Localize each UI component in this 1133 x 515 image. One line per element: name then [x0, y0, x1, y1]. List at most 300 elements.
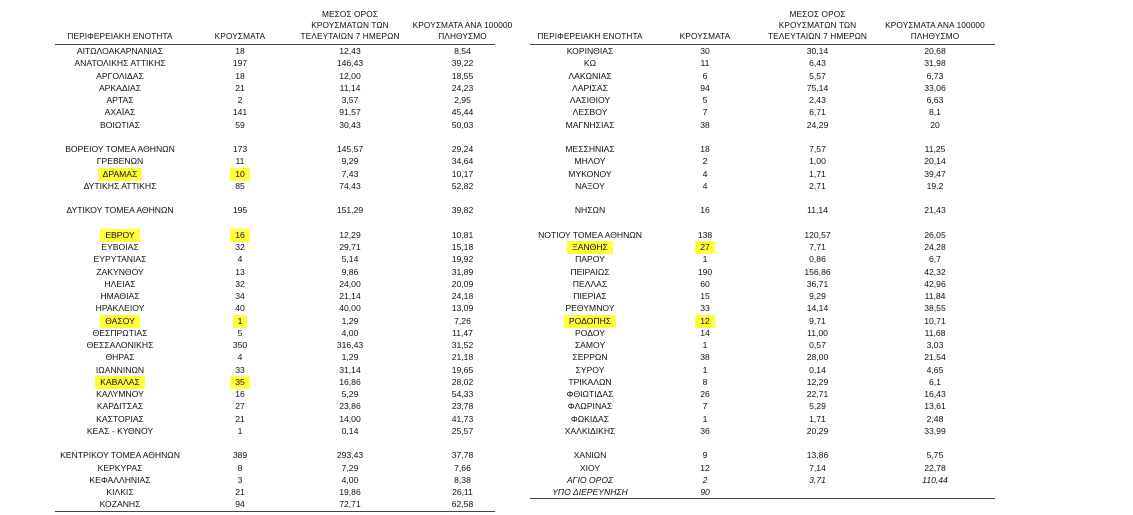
- table-row: [55, 70, 495, 82]
- table-header: [55, 0, 513, 45]
- cell-cases: 190: [697, 266, 713, 277]
- cell-avg: 4,00: [341, 474, 359, 485]
- cell-per100k: 38,55: [924, 303, 946, 314]
- table-row: [530, 290, 995, 302]
- cell-region: ΑΓΙΟ ΟΡΟΣ: [566, 474, 614, 485]
- table-row: [55, 82, 495, 94]
- cell-cases: 4: [702, 180, 708, 191]
- cell-avg: 9,29: [341, 156, 359, 167]
- table-row: [55, 425, 495, 437]
- cell-region: ΙΩΑΝΝΙΝΩΝ: [95, 364, 145, 375]
- header-per100k-line1: ΚΡΟΥΣΜΑΤΑ ΑΝΑ 100000: [412, 20, 513, 30]
- table-row: [530, 45, 995, 57]
- cell-per100k: 13,09: [451, 303, 474, 314]
- table-row: [55, 302, 495, 314]
- cell-per100k: 8,54: [454, 46, 471, 56]
- cell-per100k: 21,18: [451, 352, 474, 363]
- table-row: [55, 180, 495, 192]
- cell-avg: 16,86: [339, 376, 361, 387]
- highlighted-cases: 16: [230, 229, 250, 242]
- cell-avg: 30,43: [339, 119, 361, 130]
- highlighted-cases: 27: [695, 241, 715, 254]
- cell-avg: 1,71: [809, 413, 826, 424]
- cell-cases: 138: [697, 229, 713, 240]
- cell-avg: 5,57: [809, 70, 826, 81]
- cell-cases: 195: [232, 205, 248, 216]
- table-row: [530, 94, 995, 106]
- cell-region: ΗΡΑΚΛΕΙΟΥ: [95, 303, 145, 314]
- cell-region: ΛΑΚΩΝΙΑΣ: [568, 70, 612, 81]
- cell-cases: 60: [700, 278, 710, 289]
- cell-cases: 32: [235, 242, 245, 252]
- cell-region: ΑΡΤΑΣ: [106, 95, 134, 105]
- cell-avg: 6,71: [809, 107, 826, 118]
- cell-region: [55, 315, 185, 327]
- cell-avg: 12,29: [339, 229, 361, 240]
- table-row: [55, 351, 495, 363]
- cell-cases: 14: [700, 327, 710, 338]
- cell-region: ΛΑΣΙΘΙΟΥ: [569, 95, 611, 105]
- highlighted-region: ΞΑΝΘΗΣ: [567, 241, 613, 254]
- cell-avg: 24,00: [339, 278, 361, 289]
- cell-per100k: 21,54: [924, 352, 946, 363]
- cell-region: ΚΑΡΔΙΤΣΑΣ: [96, 401, 144, 412]
- cell-per100k: 39,82: [451, 205, 474, 216]
- cell-region: ΚΙΛΚΙΣ: [106, 487, 134, 497]
- header-avg: [290, 9, 410, 42]
- cell-avg: 9,71: [809, 315, 826, 326]
- cell-per100k: 34,64: [451, 156, 474, 167]
- table-row: [55, 155, 495, 167]
- cell-avg: 316,43: [336, 340, 364, 350]
- table-row: [530, 486, 995, 498]
- cell-cases: 16: [235, 389, 245, 399]
- cell-per100k: 31,89: [451, 266, 474, 277]
- header-avg-line1: ΜΕΣΟΣ ΟΡΟΣ: [789, 9, 846, 19]
- table-header: [530, 0, 995, 45]
- cell-region: ΦΛΩΡΙΝΑΣ: [567, 401, 613, 412]
- cell-cases: 1: [702, 413, 708, 424]
- cell-region: ΜΗΛΟΥ: [574, 156, 606, 167]
- cell-avg: 12,43: [339, 46, 361, 56]
- cell-cases: 32: [235, 278, 245, 289]
- cell-per100k: 21,43: [924, 205, 946, 216]
- cell-per100k: 11,84: [924, 291, 946, 301]
- cell-cases: 13: [235, 266, 245, 277]
- table-row: [530, 266, 995, 278]
- table-row: [55, 45, 495, 57]
- table-row: [530, 180, 995, 192]
- cell-region: ΧΑΝΙΩΝ: [573, 450, 607, 461]
- cell-region: ΠΑΡΟΥ: [575, 254, 605, 265]
- cell-per100k: 3,03: [926, 340, 944, 350]
- cell-cases: 94: [235, 499, 245, 510]
- cell-cases: [195, 168, 285, 180]
- cell-avg: 0,14: [809, 364, 826, 375]
- table-row: [55, 376, 495, 388]
- cell-region: ΚΩ: [583, 58, 597, 69]
- cell-cases: 4: [702, 168, 708, 179]
- cell-cases: 6: [702, 70, 708, 81]
- cell-cases: 8: [237, 462, 243, 473]
- cell-cases: 33: [235, 364, 245, 375]
- cell-avg: 0,14: [341, 425, 359, 436]
- header-avg-line2: ΚΡΟΥΣΜΑΤΩΝ ΤΩΝ: [311, 20, 389, 30]
- cell-cases: 8: [702, 376, 708, 387]
- cell-avg: 7,57: [809, 144, 826, 154]
- highlighted-region: ΕΒΡΟΥ: [100, 229, 139, 242]
- cell-cases: 27: [235, 401, 245, 412]
- cell-avg: 2,71: [809, 180, 826, 191]
- cell-cases: 12: [700, 462, 710, 473]
- cell-per100k: 15,18: [451, 242, 474, 252]
- cell-region: ΚΕΡΚΥΡΑΣ: [97, 462, 143, 473]
- cell-cases: 1: [702, 364, 708, 375]
- table-row: [530, 462, 995, 474]
- cell-cases: [195, 376, 285, 388]
- cell-avg: 9,29: [809, 291, 826, 301]
- table-row: [530, 339, 995, 351]
- cell-cases: 36: [700, 425, 710, 436]
- cell-region: ΤΡΙΚΑΛΩΝ: [568, 376, 612, 387]
- cell-avg: 30,14: [806, 46, 829, 56]
- cell-cases: [195, 315, 285, 327]
- table-row: [530, 143, 995, 155]
- table-row: [530, 70, 995, 82]
- cell-cases: 5: [237, 327, 243, 338]
- cell-per100k: 2,48: [926, 413, 944, 424]
- table-row: [55, 486, 495, 498]
- cell-per100k: 11,47: [452, 327, 473, 338]
- cell-cases: 3: [237, 474, 243, 485]
- cell-cases: 173: [232, 144, 248, 154]
- cell-avg: [760, 486, 875, 498]
- table-row: [530, 400, 995, 412]
- cell-region: ΝΗΣΩΝ: [574, 205, 606, 216]
- cell-region: ΗΛΕΙΑΣ: [104, 278, 136, 289]
- cell-per100k: 6,7: [929, 254, 941, 265]
- cell-region: ΕΥΡΥΤΑΝΙΑΣ: [93, 254, 147, 265]
- cell-per100k: 50,03: [451, 119, 474, 130]
- cell-per100k: 29,24: [451, 144, 474, 154]
- cell-avg: 3,71: [809, 474, 826, 485]
- cell-per100k: 39,22: [451, 58, 474, 69]
- cell-per100k: 19,65: [451, 364, 474, 375]
- cell-cases: 33: [700, 303, 710, 314]
- cell-region: ΑΝΑΤΟΛΙΚΗΣ ΑΤΤΙΚΗΣ: [74, 58, 166, 69]
- table-row: [530, 229, 995, 241]
- cell-region: ΚΟΡΙΝΘΙΑΣ: [566, 46, 614, 56]
- cell-per100k: 7,26: [454, 315, 471, 326]
- cell-avg: 22,71: [806, 389, 829, 399]
- cell-per100k: 31,52: [451, 340, 474, 350]
- cell-per100k: 6,1: [929, 376, 941, 387]
- cell-region: ΘΕΣΣΑΛΟΝΙΚΗΣ: [86, 340, 154, 350]
- header-region: ΠΕΡΙΦΕΡΕΙΑΚΗ ΕΝΟΤΗΤΑ: [537, 31, 643, 41]
- cell-avg: 72,71: [339, 499, 361, 510]
- cell-cases: 7: [702, 401, 708, 412]
- cell-avg: 11,00: [807, 327, 828, 338]
- table-row: [55, 388, 495, 400]
- cell-per100k: 110,44: [922, 474, 948, 485]
- cell-cases: 18: [235, 46, 245, 56]
- cell-region: ΚΕΦΑΛΛΗΝΙΑΣ: [89, 474, 151, 485]
- cell-avg: 21,14: [339, 291, 361, 301]
- cell-per100k: 16,43: [924, 389, 946, 399]
- cell-region: ΚΑΣΤΟΡΙΑΣ: [96, 413, 144, 424]
- row-spacer: [530, 131, 995, 143]
- cell-avg: 29,71: [339, 242, 361, 252]
- cell-cases: [195, 229, 285, 241]
- header-avg-line3: ΤΕΛΕΥΤΑΙΩΝ 7 ΗΜΕΡΩΝ: [300, 31, 400, 41]
- cell-per100k: 52,82: [451, 180, 474, 191]
- cell-cases: 389: [232, 450, 248, 461]
- cell-cases: 59: [235, 119, 245, 130]
- cell-per100k: 54,33: [451, 389, 474, 399]
- cell-cases: 2: [702, 156, 708, 167]
- cell-region: ΡΕΘΥΜΝΟΥ: [565, 303, 615, 314]
- cell-per100k: 6,73: [926, 70, 944, 81]
- cell-cases: [660, 241, 750, 253]
- cell-avg: 293,43: [336, 450, 364, 461]
- highlighted-region: ΚΑΒΑΛΑΣ: [95, 376, 145, 389]
- cell-cases: 21: [235, 487, 245, 497]
- cell-avg: 13,86: [806, 450, 829, 461]
- cell-per100k: 42,96: [924, 278, 946, 289]
- cell-region: ΠΕΛΛΑΣ: [572, 278, 608, 289]
- cell-avg: 5,14: [341, 254, 359, 265]
- cell-cases: 197: [232, 58, 248, 69]
- table-row: [530, 449, 995, 461]
- cell-avg: 6,43: [809, 58, 826, 69]
- cell-region: ΦΘΙΩΤΙΔΑΣ: [566, 389, 614, 399]
- highlighted-cases: 10: [230, 168, 250, 181]
- cell-avg: 12,29: [806, 376, 829, 387]
- table-row: [55, 119, 495, 131]
- cell-region: ΜΑΓΝΗΣΙΑΣ: [565, 119, 615, 130]
- table-row: [530, 425, 995, 437]
- cell-avg: 14,00: [339, 413, 361, 424]
- cell-cases: 94: [700, 82, 710, 93]
- cell-avg: 31,14: [339, 364, 361, 375]
- table-row: [55, 278, 495, 290]
- cell-per100k: 8,38: [454, 474, 471, 485]
- cell-region: ΛΑΡΙΣΑΣ: [572, 82, 608, 93]
- cell-per100k: 20,09: [451, 278, 474, 289]
- table-row: [55, 106, 495, 118]
- cell-region: ΜΥΚΟΝΟΥ: [568, 168, 612, 179]
- cell-per100k: 6,63: [926, 95, 944, 105]
- cell-per100k: 41,73: [451, 413, 474, 424]
- row-spacer: [530, 192, 995, 204]
- header-cases: ΚΡΟΥΣΜΑΤΑ: [214, 31, 266, 41]
- cell-per100k: 11,25: [924, 144, 946, 154]
- cell-cases: 4: [237, 352, 243, 363]
- cell-avg: 7,71: [809, 242, 826, 252]
- cell-per100k: 42,32: [924, 266, 946, 277]
- highlighted-cases: 12: [695, 315, 715, 328]
- cell-avg: 91,57: [339, 107, 361, 118]
- cell-cases: 30: [700, 46, 710, 56]
- table-row: [55, 168, 495, 180]
- cell-avg: 5,29: [809, 401, 826, 412]
- cell-cases: 85: [235, 180, 245, 191]
- cell-per100k: 22,78: [924, 462, 946, 473]
- cell-cases: 21: [235, 82, 245, 93]
- cell-region: ΔΥΤΙΚΟΥ ΤΟΜΕΑ ΑΘΗΝΩΝ: [66, 205, 174, 216]
- header-region: ΠΕΡΙΦΕΡΕΙΑΚΗ ΕΝΟΤΗΤΑ: [67, 31, 173, 41]
- cell-avg: 0,86: [809, 254, 826, 265]
- cell-region: ΣΥΡΟΥ: [575, 364, 605, 375]
- cell-region: ΛΕΣΒΟΥ: [572, 107, 608, 118]
- cell-avg: 4,00: [341, 327, 359, 338]
- cell-per100k: [875, 486, 995, 498]
- table-row: [530, 327, 995, 339]
- table-row: [55, 339, 495, 351]
- cell-per100k: 28,02: [451, 376, 474, 387]
- cell-region: ΚΕΑΣ - ΚΥΘΝΟΥ: [86, 425, 154, 436]
- row-spacer: [530, 437, 995, 449]
- cell-avg: 24,29: [806, 119, 829, 130]
- cell-region: ΠΕΙΡΑΙΩΣ: [570, 266, 610, 277]
- row-spacer: [530, 217, 995, 229]
- cell-cases: 15: [700, 291, 710, 301]
- cell-region: ΒΟΙΩΤΙΑΣ: [100, 119, 140, 130]
- cell-cases: 1: [702, 254, 708, 265]
- cell-avg: 75,14: [806, 82, 829, 93]
- cell-region: ΧΑΛΚΙΔΙΚΗΣ: [564, 425, 616, 436]
- cell-cases: 40: [235, 303, 245, 314]
- cell-per100k: 7,66: [454, 462, 471, 473]
- row-spacer: [55, 192, 495, 204]
- table-bottom-border: [55, 511, 495, 512]
- table-row: [55, 57, 495, 69]
- cell-region: ΕΥΒΟΙΑΣ: [101, 242, 139, 252]
- table-row: [530, 204, 995, 216]
- highlighted-region: ΔΡΑΜΑΣ: [98, 168, 143, 181]
- cell-cases: 38: [700, 119, 710, 130]
- cell-region: ΑΧΑΪΑΣ: [104, 107, 136, 118]
- header-per100k-line2: ΠΛΗΘΥΣΜΟ: [438, 31, 487, 41]
- cell-region: ΣΑΜΟΥ: [574, 340, 606, 350]
- table-row: [55, 400, 495, 412]
- table-row: [55, 266, 495, 278]
- cell-cases: 4: [237, 254, 243, 265]
- header-per100k-line2: ΠΛΗΘΥΣΜΟ: [910, 31, 960, 41]
- cell-per100k: 5,75: [926, 450, 944, 461]
- cell-avg: 145,57: [336, 144, 364, 154]
- cell-cases: 38: [700, 352, 710, 363]
- cell-cases: 9: [702, 450, 708, 461]
- table-row: [55, 413, 495, 425]
- cell-cases: 34: [235, 291, 245, 301]
- cell-cases: 5: [702, 95, 708, 105]
- cell-per100k: 10,71: [924, 315, 946, 326]
- cell-per100k: 62,58: [451, 499, 474, 510]
- table-row: [55, 143, 495, 155]
- cell-region: ΜΕΣΣΗΝΙΑΣ: [565, 144, 615, 154]
- cell-avg: 146,43: [336, 58, 364, 69]
- table-row: [55, 462, 495, 474]
- cell-avg: 40,00: [339, 303, 361, 314]
- cell-per100k: 10,81: [451, 229, 474, 240]
- cell-region: ΧΙΟΥ: [579, 462, 601, 473]
- cell-region: ΑΡΚΑΔΙΑΣ: [98, 82, 142, 93]
- cell-region: ΑΙΤΩΛΟΑΚΑΡΝΑΝΙΑΣ: [76, 46, 164, 56]
- row-spacer: [55, 131, 495, 143]
- cell-region: ΚΕΝΤΡΙΚΟΥ ΤΟΜΕΑ ΑΘΗΝΩΝ: [60, 450, 180, 461]
- table-row: [55, 204, 495, 216]
- cell-avg: 9,86: [341, 266, 359, 277]
- table-row: [530, 155, 995, 167]
- cell-avg: 1,29: [341, 315, 359, 326]
- table-row: [55, 498, 495, 510]
- cell-avg: 14,14: [806, 303, 829, 314]
- cell-region: ΑΡΓΟΛΙΔΑΣ: [96, 70, 144, 81]
- cell-avg: 11,14: [339, 82, 361, 93]
- cell-region: ΡΟΔΟΥ: [575, 327, 605, 338]
- cell-per100k: 26,05: [924, 229, 946, 240]
- table-row: [530, 57, 995, 69]
- header-per100k: [875, 20, 995, 42]
- cell-per100k: 19,2: [926, 180, 944, 191]
- cell-per100k: 23,78: [451, 401, 474, 412]
- table-row: [55, 474, 495, 486]
- cell-avg: 3,57: [341, 95, 359, 105]
- cell-cases: 18: [700, 144, 710, 154]
- cell-per100k: 25,57: [451, 425, 474, 436]
- cell-avg: 1,00: [809, 156, 826, 167]
- highlighted-cases: 35: [230, 376, 250, 389]
- cell-cases: 16: [700, 205, 710, 216]
- cell-avg: 19,86: [339, 487, 361, 497]
- cell-avg: 120,57: [804, 229, 831, 240]
- table-bottom-border: [530, 498, 995, 499]
- header-avg-line2: ΚΡΟΥΣΜΑΤΩΝ ΤΩΝ: [778, 20, 857, 30]
- table-row: [530, 241, 995, 253]
- table-row: [530, 364, 995, 376]
- cell-region: [55, 376, 185, 388]
- cell-cases: 21: [235, 413, 245, 424]
- table-row: [530, 376, 995, 388]
- cell-cases: 18: [235, 70, 245, 81]
- cell-avg: 1,29: [341, 352, 359, 363]
- cell-per100k: 2,95: [454, 95, 471, 105]
- table-row: [530, 82, 995, 94]
- cell-per100k: 24,18: [451, 291, 474, 301]
- cell-region: ΘΕΣΠΡΩΤΙΑΣ: [92, 327, 148, 338]
- table-row: [530, 474, 995, 486]
- cell-region: ΥΠΟ ΔΙΕΡΕΥΝΗΣΗ: [552, 487, 628, 497]
- cell-avg: 28,00: [806, 352, 829, 363]
- cell-region: ΠΙΕΡΙΑΣ: [573, 291, 607, 301]
- cell-per100k: 33,99: [924, 425, 946, 436]
- cell-avg: 36,71: [806, 278, 829, 289]
- cell-region: ΓΡΕΒΕΝΩΝ: [96, 156, 144, 167]
- header-avg: [760, 9, 875, 42]
- cell-per100k: 18,55: [451, 70, 474, 81]
- row-spacer: [55, 437, 495, 449]
- cell-region: ΗΜΑΘΙΑΣ: [100, 291, 140, 301]
- cell-cases: 141: [232, 107, 248, 118]
- cell-per100k: 20: [930, 119, 940, 130]
- cell-cases: 11: [235, 156, 245, 167]
- cell-region: ΣΕΡΡΩΝ: [572, 352, 608, 363]
- cell-per100k: 11,68: [924, 327, 946, 338]
- cell-avg: 7,43: [341, 168, 359, 179]
- cell-per100k: 24,28: [924, 242, 946, 252]
- cell-per100k: 8,1: [929, 107, 941, 118]
